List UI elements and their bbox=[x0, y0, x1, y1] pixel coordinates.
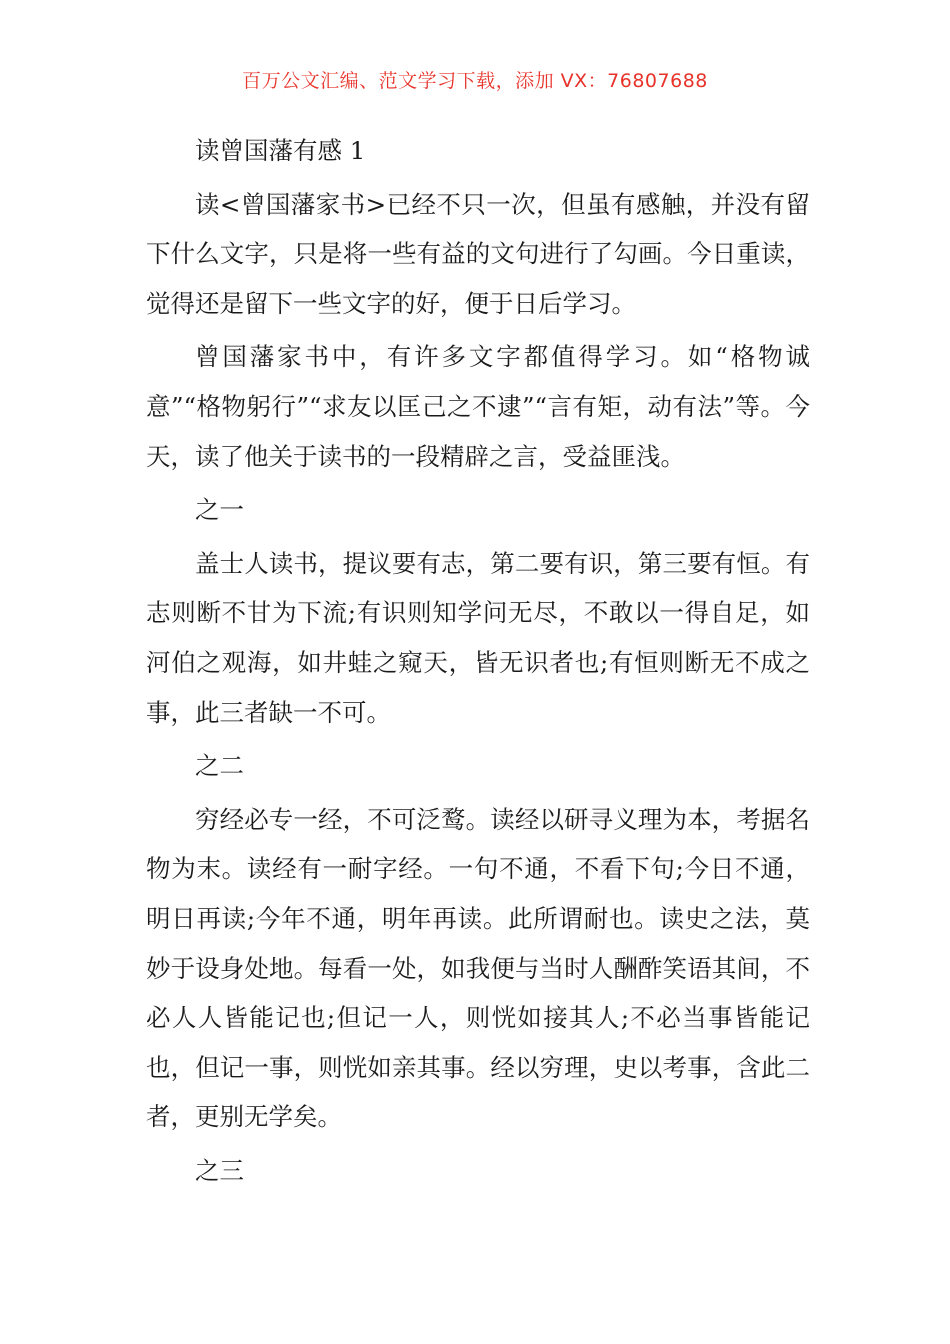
paragraph-intro: 读<曾国藩家书>已经不只一次，但虽有感触，并没有留下什么文字，只是将一些有益的文句进行了勾画。今日重读，觉得还是留下一些文字的好，便于日后学习。 bbox=[146, 189, 810, 318]
document-body bbox=[146, 126, 810, 1195]
section-text-2: 穷经必专一经，不可泛鹜。读经以研寻义理为本，考据名物为末。读经有一耐字经。一句不通，不看下句;今日不通，明日再读;今年不通，明年再读。此所谓耐也。读史之法，莫妙于设身处地。每看一处，如我便与当时人酬酢笑语其间，不必人人皆能记也;但记一人，则恍如接其人;不必当事皆能记也，但记一事，则恍如亲其事。经以穷理，史以考事，含此二者，更别无学矣。 bbox=[146, 804, 810, 1132]
section-text-1: 盖士人读书，提议要有志，第二要有识，第三要有恒。有志则断不甘为下流;有识则知学问无尽，不敢以一得自足，如河伯之观海，如井蛙之窥天，皆无识者也;有恒则断无不成之事，此三者缺一不可。 bbox=[146, 548, 810, 727]
section-heading-3: 之三 bbox=[195, 1155, 244, 1185]
section-heading-2: 之二 bbox=[195, 751, 244, 781]
promo-banner: 百万公文汇编、范文学习下载，添加 VX：76807688 bbox=[242, 70, 708, 92]
section-heading-1: 之一 bbox=[195, 495, 244, 525]
document-title: 读曾国藩有感 1 bbox=[195, 136, 366, 165]
paragraph-quotes: 曾国藩家书中，有许多文字都值得学习。如“格物诚意”“格物躬行”“求友以匡己之不逮”“言有矩，动有法”等。今天，读了他关于读书的一段精辟之言，受益匪浅。 bbox=[146, 342, 810, 471]
